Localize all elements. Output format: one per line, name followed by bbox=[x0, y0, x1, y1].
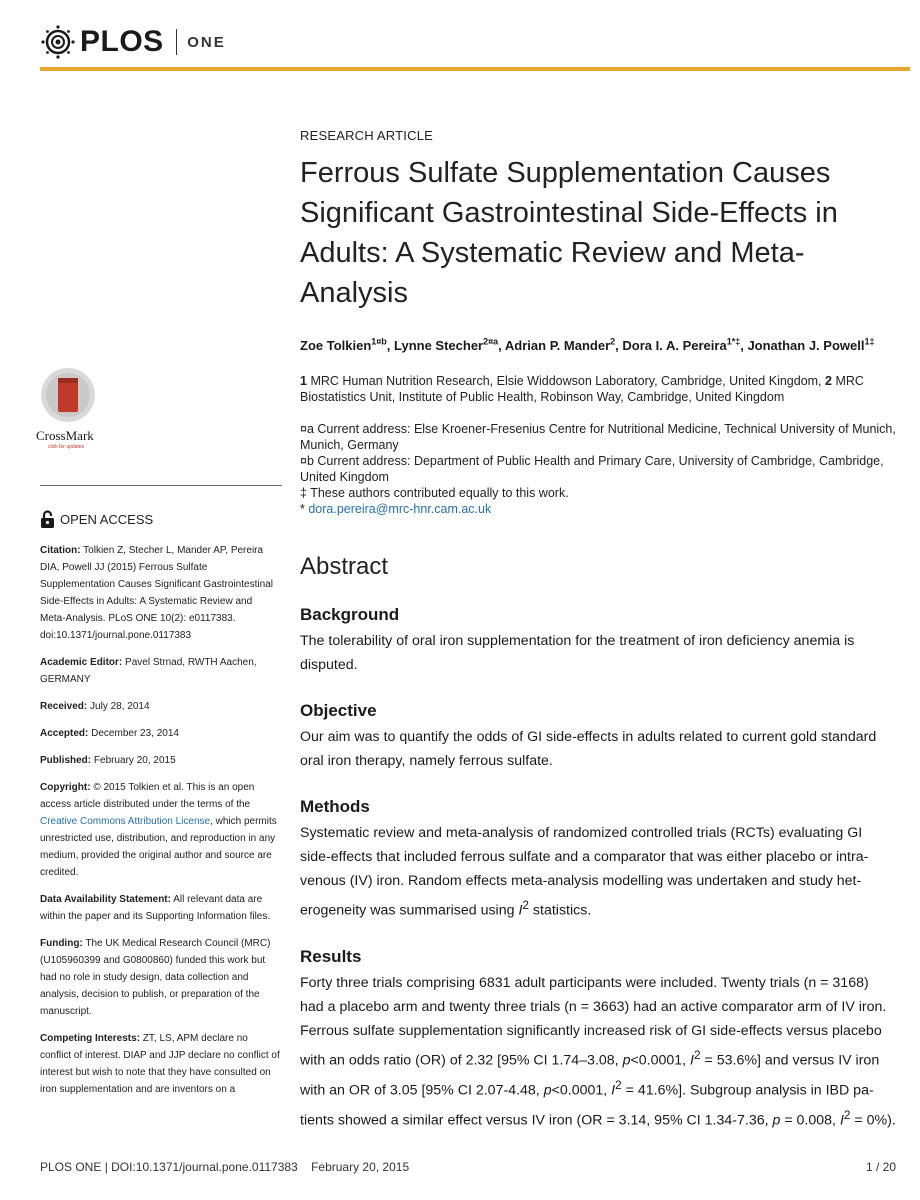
author: Lynne Stecher$^{2¤a}$, bbox=[394, 337, 505, 354]
equal-contribution-note: ‡ These authors contributed equally to this work. bbox=[300, 486, 569, 501]
address-notes bbox=[300, 421, 896, 517]
background-heading: Background bbox=[300, 605, 400, 625]
background-text: The tolerability of oral iron supplementation for the treatment of iron deficiency anemia is disputed. bbox=[300, 633, 855, 674]
affiliations: 1 MRC Human Nutrition Research, Elsie Widdowson Laboratory, Cambridge, United Kingdom, 2 MRC Biostatistics Unit, Institute of Public Health, Robinson Way, Cambridge, United Kingdom bbox=[300, 374, 864, 405]
plos-globe-icon bbox=[40, 24, 76, 60]
author: Adrian P. Mander$^2$, bbox=[504, 337, 623, 354]
page-number: 1 / 20 bbox=[865, 1160, 896, 1174]
plos-wordmark: PLOS bbox=[80, 25, 164, 58]
author: Zoe Tolkien$^{1¤b}$, bbox=[300, 337, 395, 354]
page-footer bbox=[40, 1160, 896, 1174]
sidebar-rule bbox=[40, 485, 282, 486]
sidebar-metadata bbox=[40, 510, 280, 1108]
article-type: RESEARCH ARTICLE bbox=[300, 128, 433, 143]
crossmark-icon bbox=[36, 365, 100, 425]
footer-citation: PLOS ONE | DOI:10.1371/journal.pone.0117383 February 20, 2015 bbox=[40, 1160, 410, 1174]
methods-text: Systematic review and meta-analysis of randomized controlled trials (RCTs) evaluating GI side-effects that included ferrous sulfate and a comparator that was either placebo or intra-venous (IV) iron. Random effects meta-analysis modelling was undertaken and study het-erogeneity was summarised using $I^2$ statistics. bbox=[300, 825, 869, 920]
abstract-heading: Abstract bbox=[300, 553, 389, 581]
journal-name: ONE bbox=[187, 33, 226, 51]
crossmark-sub: click for updates bbox=[48, 444, 85, 450]
published-date: Published: February 20, 2015 bbox=[40, 755, 176, 766]
methods-heading: Methods bbox=[300, 797, 370, 817]
academic-editor: Academic Editor: Pavel Strnad, RWTH Aachen, GERMANY bbox=[40, 657, 257, 685]
open-access-badge bbox=[40, 510, 280, 528]
open-lock-icon bbox=[40, 510, 55, 528]
header-rule bbox=[40, 67, 910, 71]
objective-text: Our aim was to quantify the odds of GI side-effects in adults related to current gold standard oral iron therapy, namely ferrous sulfate. bbox=[300, 729, 877, 770]
accepted-date: Accepted: December 23, 2014 bbox=[40, 728, 179, 739]
crossmark-label: CrossMark bbox=[36, 428, 94, 443]
open-access-label: OPEN ACCESS bbox=[60, 511, 154, 527]
citation: Citation: Tolkien Z, Stecher L, Mander AP, Pereira DIA, Powell JJ (2015) Ferrous Sulfate Supplementation Causes Significant Gastrointestinal Side-Effects in Adults: A Systematic Review and Meta-Analysis. PLoS ONE 10(2): e0117383. doi:10.1371/journal.pone.0117383 bbox=[40, 545, 273, 641]
received-date: Received: July 28, 2014 bbox=[40, 701, 150, 712]
logo-divider bbox=[176, 29, 178, 55]
plos-logo bbox=[40, 22, 226, 62]
author-list bbox=[300, 333, 896, 355]
license-link[interactable]: Creative Commons Attribution License bbox=[40, 816, 211, 827]
main-column bbox=[300, 128, 896, 1132]
data-availability: Data Availability Statement: All relevant data are within the paper and its Supporting Information files. bbox=[40, 894, 271, 922]
article-title: Ferrous Sulfate Supplementation Causes Significant Gastrointestinal Side-Effects in Adults: A Systematic Review and Meta-Analysis bbox=[300, 157, 838, 309]
corresponding-email: * dora.pereira@mrc-hnr.cam.ac.uk bbox=[300, 502, 492, 517]
copyright: Copyright: © 2015 Tolkien et al. This is an open access article distributed under the terms of the Creative Commons Attribution License, which permits unrestricted use, distribution, and reproduction in any medium, provided the original author and source are credited. bbox=[40, 782, 277, 878]
objective-heading: Objective bbox=[300, 701, 377, 721]
crossmark-badge[interactable] bbox=[36, 365, 106, 450]
address-note: ¤a Current address: Else Kroener-Fresenius Centre for Nutritional Medicine, Technical University of Munich, Munich, Germany bbox=[300, 422, 896, 453]
results-heading: Results bbox=[300, 947, 362, 967]
address-note: ¤b Current address: Department of Public Health and Primary Care, University of Cambridge, Cambridge, United Kingdom bbox=[300, 454, 884, 485]
author: Dora I. A. Pereira$^{1*\ddagger}$, bbox=[622, 337, 748, 354]
funding: Funding: The UK Medical Research Council (MRC) (U105960399 and G0800860) funded this work but had no role in study design, data collection and analysis, decision to publish, or preparation of the manuscript. bbox=[40, 938, 271, 1017]
competing-interests: Competing Interests: ZT, LS, APM declare no conflict of interest. DIAP and JJP declare no conflict of interest but wish to note that they have consulted on iron supplementation and are inventors on a bbox=[40, 1033, 280, 1095]
email-link[interactable]: dora.pereira@mrc-hnr.cam.ac.uk bbox=[308, 502, 492, 517]
results-text: Forty three trials comprising 6831 adult participants were included. Twenty trials (n = 3168) had a placebo arm and twenty three trials (n = 3663) had an active comparator arm of IV iron. Ferrous sulfate supplementation significantly increased risk of GI side-effects versus placebo with an odds ratio (OR) of 2.32 [95% CI 1.74–3.08, p<0.0001, $I^2 = 53.6\%$] and versus IV iron with an OR of 3.05 [95% CI 2.07-4.48, p<0.0001, $I^2 = 41.6\%$]. Subgroup analysis in IBD pa-tients showed a similar effect versus IV iron (OR = 3.14, 95% CI 1.34-7.36, p = 0.008, $I^2 = 0\%$). bbox=[300, 975, 896, 1129]
author: Jonathan J. Powell$^{1\ddagger}$ bbox=[747, 337, 875, 354]
